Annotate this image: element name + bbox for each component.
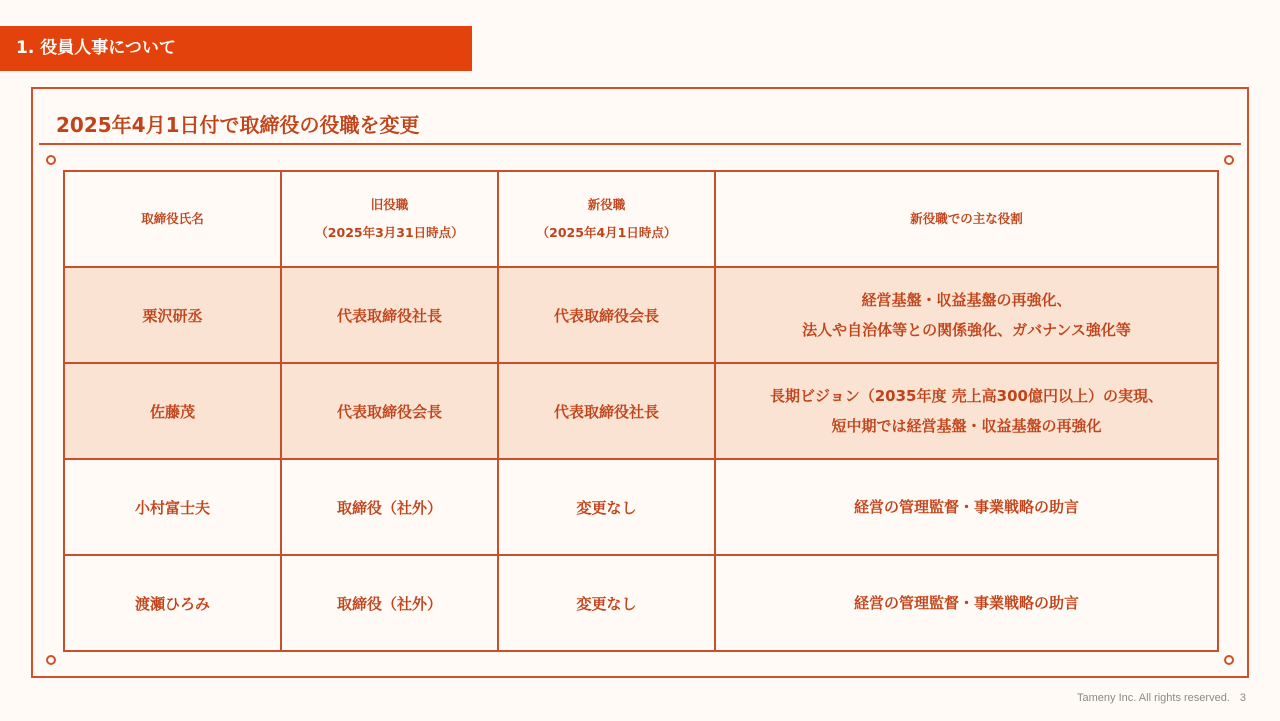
cell-name: 渡瀬ひろみ [64,555,281,651]
header-old-position: 旧役職 （2025年3月31日時点） [281,171,498,267]
cell-role: 長期ビジョン（2035年度 売上高300億円以上）の実現、 短中期では経営基盤・収益基盤の再強化 [715,363,1218,459]
header-new-position: 新役職 （2025年4月1日時点） [498,171,715,267]
cell-name: 栗沢研丞 [64,267,281,363]
officer-roles-table [63,170,1219,652]
cell-old-position: 代表取締役会長 [281,363,498,459]
footer [1077,692,1246,704]
frame-title: 2025年4月1日付で取締役の役職を変更 [56,113,420,137]
cell-old-position: 取締役（社外） [281,555,498,651]
corner-dot [46,655,56,665]
cell-new-position: 代表取締役社長 [498,363,715,459]
copyright-text: Tameny Inc. All rights reserved. [1077,692,1230,704]
header-new-role: 新役職での主な役割 [715,171,1218,267]
cell-new-position: 変更なし [498,555,715,651]
cell-name: 小村富士夫 [64,459,281,555]
title-divider [39,143,1241,145]
table-row [64,555,1218,651]
section-header: 1. 役員人事について [0,26,472,71]
corner-dot [1224,655,1234,665]
page-number: 3 [1239,692,1246,704]
table-row [64,459,1218,555]
table-header-row [64,171,1218,267]
cell-old-position: 代表取締役社長 [281,267,498,363]
cell-role: 経営基盤・収益基盤の再強化、 法人や自治体等との関係強化、ガバナンス強化等 [715,267,1218,363]
cell-old-position: 取締役（社外） [281,459,498,555]
table-row [64,363,1218,459]
cell-new-position: 変更なし [498,459,715,555]
cell-name: 佐藤茂 [64,363,281,459]
corner-dot [46,155,56,165]
header-name: 取締役氏名 [64,171,281,267]
table-row [64,267,1218,363]
cell-role: 経営の管理監督・事業戦略の助言 [715,459,1218,555]
corner-dot [1224,155,1234,165]
cell-new-position: 代表取締役会長 [498,267,715,363]
cell-role: 経営の管理監督・事業戦略の助言 [715,555,1218,651]
